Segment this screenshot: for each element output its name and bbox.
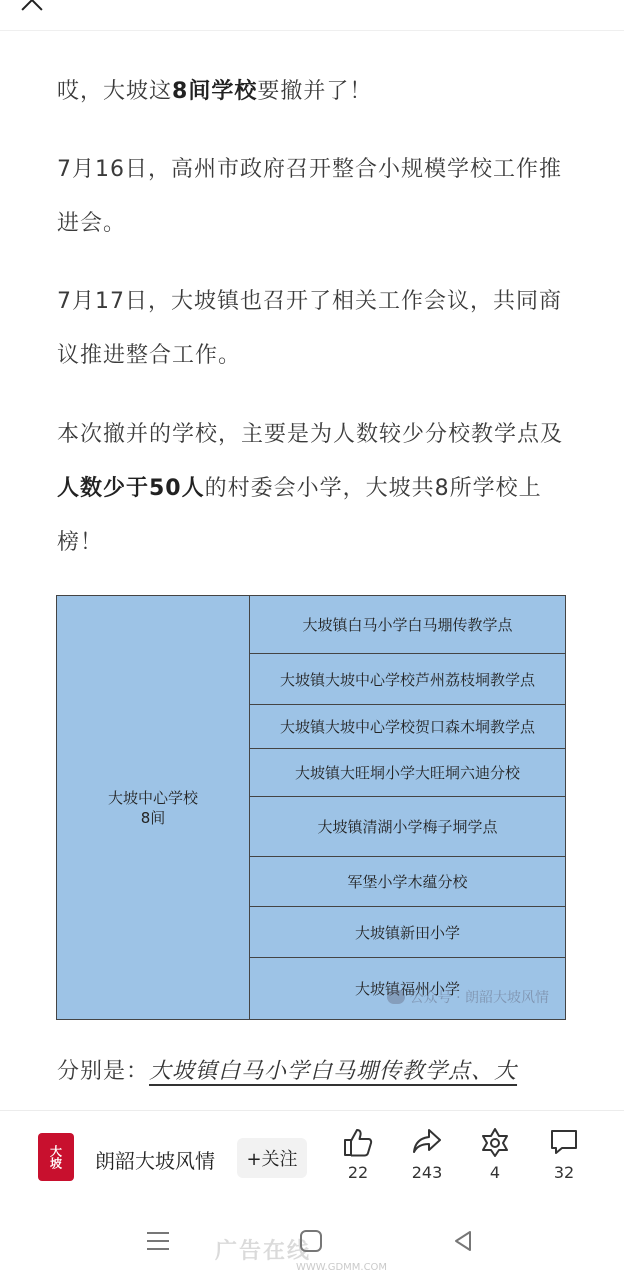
article-paragraph-2: 7月16日，高州市政府召开整合小规模学校工作推进会。 xyxy=(57,157,562,236)
follow-button[interactable]: +关注 xyxy=(237,1138,307,1178)
watermark-text: 公众号 · 朗韶大坡风情 xyxy=(409,990,549,1006)
comment-count: 32 xyxy=(553,1163,575,1182)
recent-apps-icon[interactable] xyxy=(147,1232,169,1250)
back-icon[interactable] xyxy=(452,1230,474,1252)
table-row: 大坡镇大坡中心学校贺口森木垌教学点 xyxy=(250,705,565,749)
p4-text-end: 的村委会小学，大坡共8所学校上榜！ xyxy=(57,476,542,555)
share-count: 243 xyxy=(411,1163,443,1182)
close-icon[interactable] xyxy=(18,0,46,14)
article-paragraph-4 xyxy=(57,408,567,570)
favorite-button[interactable] xyxy=(465,1127,525,1182)
table-row: 大坡镇白马小学白马堋传教学点 xyxy=(250,596,565,654)
share-icon xyxy=(411,1127,443,1157)
table-left-title: 大坡中心学校 xyxy=(107,788,198,807)
p5-text: 分别是： xyxy=(57,1059,150,1084)
p1-text-end: 要撤并了！ xyxy=(257,79,373,104)
p4-bold: 人数少于50人 xyxy=(57,476,205,501)
article-paragraph-3: 7月17日，大坡镇也召开了相关工作会议，共同商议推进整合工作。 xyxy=(57,289,562,368)
avatar-text: 大坡 xyxy=(48,1145,63,1169)
image-watermark xyxy=(387,987,549,1007)
top-bar xyxy=(0,0,624,31)
p5-link[interactable]: 大坡镇白马小学白马堋传教学点、大 xyxy=(149,1059,518,1084)
system-nav-bar xyxy=(0,1200,624,1280)
table-left-cell xyxy=(57,596,250,1019)
site-watermark: 广告在线 xyxy=(215,1239,312,1264)
like-button[interactable] xyxy=(328,1127,388,1182)
favorite-count: 4 xyxy=(489,1163,501,1182)
avatar[interactable] xyxy=(38,1133,74,1181)
comment-button[interactable] xyxy=(534,1127,594,1182)
table-row: 大坡镇新田小学 xyxy=(250,907,565,958)
flower-icon xyxy=(479,1127,511,1157)
table-row: 大坡镇清湖小学梅子垌学点 xyxy=(250,797,565,857)
table-rows xyxy=(250,596,565,1019)
wechat-icon xyxy=(387,990,405,1004)
table-row: 大坡镇大旺垌小学大旺垌六迪分校 xyxy=(250,749,565,797)
like-count: 22 xyxy=(347,1163,369,1182)
comment-icon xyxy=(548,1127,580,1157)
thumbs-up-icon xyxy=(342,1127,374,1157)
table-row: 大坡镇大坡中心学校芦州荔枝垌教学点 xyxy=(250,654,565,705)
site-watermark-url: WWW.GDMM.COM xyxy=(296,1262,388,1273)
home-icon[interactable] xyxy=(300,1230,322,1252)
bottom-action-bar xyxy=(0,1110,624,1201)
p1-text: 哎，大坡这 xyxy=(57,79,173,104)
schools-table-image[interactable] xyxy=(56,595,566,1020)
account-name[interactable]: 朗韶大坡风情 xyxy=(95,1149,215,1173)
article-paragraph-5 xyxy=(57,1050,517,1094)
p4-text: 本次撤并的学校，主要是为人数较少分校教学点及 xyxy=(57,422,564,447)
share-button[interactable] xyxy=(397,1127,457,1182)
table-row: 军堡小学木蕴分校 xyxy=(250,857,565,907)
article-paragraph-1 xyxy=(57,65,567,119)
p1-bold: 8间学校 xyxy=(172,79,258,104)
table-row: 大坡镇福州小学 xyxy=(354,979,460,998)
table-left-count: 8间 xyxy=(140,808,166,827)
